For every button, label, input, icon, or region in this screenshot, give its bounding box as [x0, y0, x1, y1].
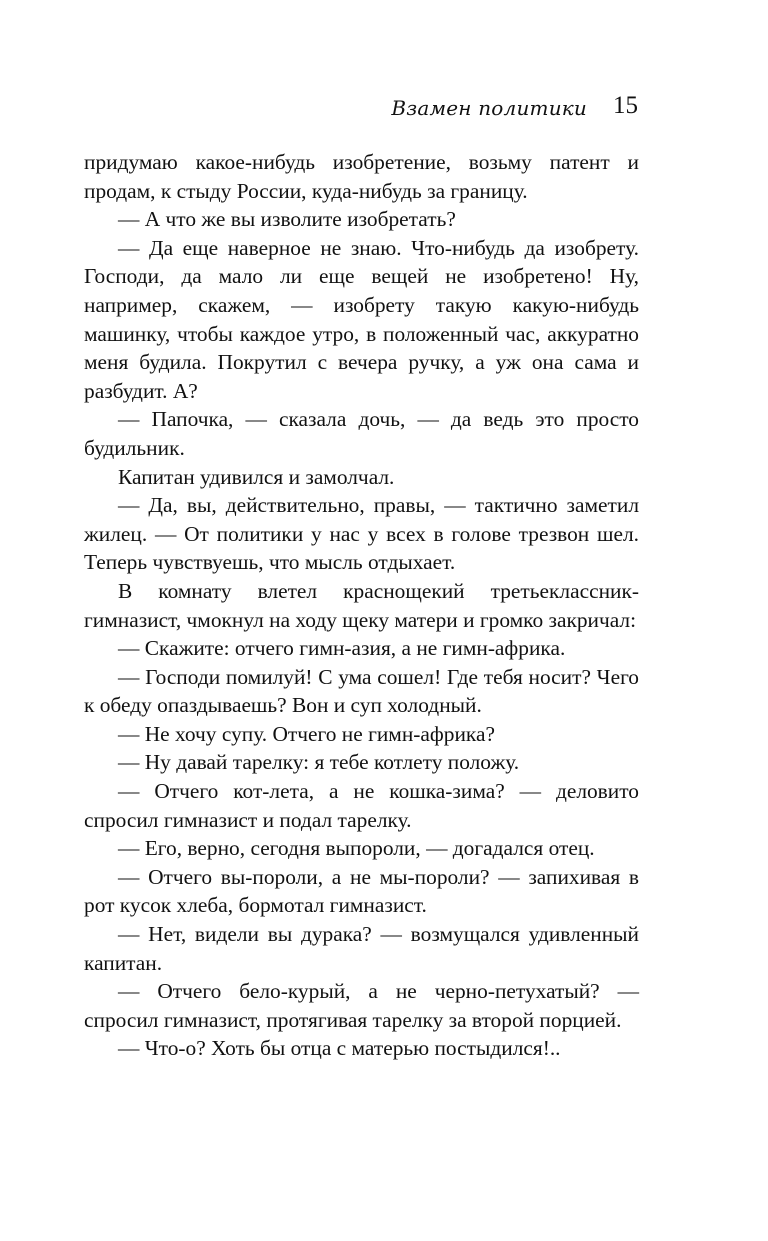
paragraph: В комнату влетел краснощекий третьеклассник-гимназист, чмокнул на ходу щеку матери и громко закричал:	[84, 578, 639, 632]
paragraph: — Господи помилуй! С ума сошел! Где тебя носит? Чего к обеду опаздываешь? Вон и суп холодный.	[84, 664, 639, 718]
paragraph: — Папочка, — сказала дочь, — да ведь это просто будильник.	[84, 407, 639, 460]
running-title: Взамен политики	[391, 96, 587, 120]
paragraph: — Отчего кот-лета, а не кошка-зима? — деловито спросил гимназист и подал тарелку.	[84, 779, 639, 832]
paragraph: — Ну давай тарелку: я тебе котлету положу.	[118, 750, 520, 775]
paragraph: — Его, верно, сегодня выпороли, — догадался отец.	[118, 836, 595, 861]
paragraph: — Что-о? Хоть бы отца с матерью постыдился!..	[118, 1036, 561, 1061]
paragraph: — Да, вы, действительно, правы, — тактично заметил жилец. — От политики у нас у всех в голове трезвон шел. Теперь чувствуешь, что мысль отдыхает.	[84, 493, 639, 575]
paragraph: Капитан удивился и замолчал.	[118, 464, 395, 489]
paragraph: — Не хочу супу. Отчего не гимн-африка?	[118, 721, 495, 746]
paragraph: придумаю какое-нибудь изобретение, возьму патент и продам, к стыду России, куда-нибудь за границу.	[84, 150, 639, 203]
paragraph: — А что же вы изволите изобретать?	[118, 207, 456, 232]
running-head	[391, 94, 638, 122]
paragraph: — Да еще наверное не знаю. Что-нибудь да изобрету. Господи, да мало ли еще вещей не изобретено! Ну, например, скажем, — изобрету такую какую-нибудь машинку, чтобы каждое утро, в положенный час, аккуратно меня будила. Покрутил с вечера ручку, а уж она сама и разбудит. А?	[84, 235, 639, 403]
paragraph: — Скажите: отчего гимн-азия, а не гимн-африка.	[118, 636, 566, 661]
paragraph: — Нет, видели вы дурака? — возмущался удивленный капитан.	[84, 922, 639, 975]
paragraph: — Отчего вы-пороли, а не мы-пороли? — запихивая в рот кусок хлеба, бормотал гимназист.	[84, 864, 639, 918]
paragraph: — Отчего бело-курый, а не черно-петухатый? — спросил гимназист, протягивая тарелку за второй порцией.	[84, 979, 639, 1032]
text-body	[84, 148, 639, 1063]
page-number: 15	[613, 92, 638, 119]
